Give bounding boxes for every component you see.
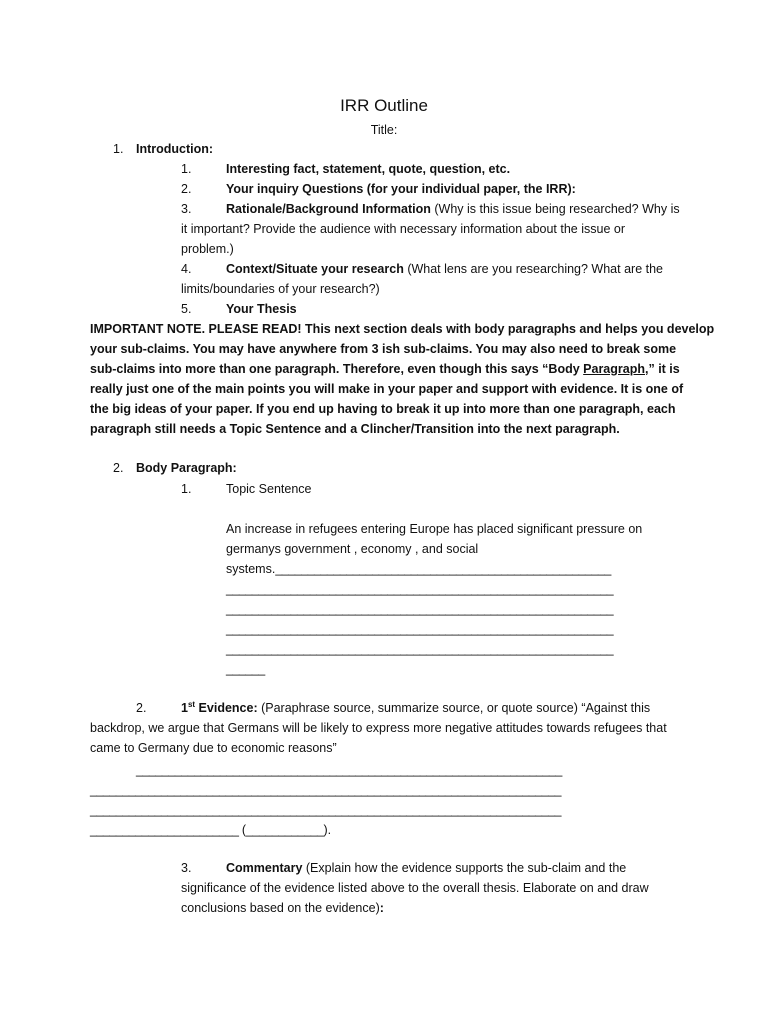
citation-blank: ____________ xyxy=(246,823,324,837)
evidence-label xyxy=(181,701,258,715)
intro-item-label: Interesting fact, statement, quote, question, etc. xyxy=(226,162,511,176)
intro-item-label: Rationale/Background Information xyxy=(226,202,431,216)
intro-item-text: (What lens are you researching? What are the xyxy=(403,262,663,276)
note-line: really just one of the main points you will make in your paper and support with evidence. It is one of xyxy=(90,382,684,396)
evidence-text-line: came to Germany due to economic reasons” xyxy=(90,741,337,755)
commentary-number: 3. xyxy=(181,861,192,875)
topic-sentence-text: systems. xyxy=(226,562,276,576)
blank-line: _______________________ xyxy=(90,823,239,837)
intro-item-text: (Why is this issue being researched? Why is xyxy=(430,202,680,216)
note-line: the big ideas of your paper. If you end up having to break it up into more than one paragraph, each xyxy=(90,402,676,416)
intro-item-label: Context/Situate your research xyxy=(226,262,404,276)
intro-item-number: 4. xyxy=(181,262,192,276)
commentary-label: Commentary xyxy=(226,861,303,875)
note-text: ,” it is xyxy=(645,362,680,376)
intro-item-number: 5. xyxy=(181,302,192,316)
intro-number: 1. xyxy=(113,142,124,156)
intro-item-continuation: limits/boundaries of your research?) xyxy=(181,282,380,296)
topic-label: Topic Sentence xyxy=(226,482,312,496)
commentary-line xyxy=(226,858,626,878)
topic-sentence-line xyxy=(226,559,611,579)
blank-line: ____________________________________________________________ xyxy=(226,582,614,596)
blank-line: ____________________________________________________________ xyxy=(226,622,614,636)
blank-line: ____________________________________________________________ xyxy=(226,602,614,616)
intro-item-number: 2. xyxy=(181,182,192,196)
commentary-text: (Explain how the evidence supports the sub-claim and the xyxy=(302,861,627,875)
body-heading: Body Paragraph: xyxy=(136,461,237,475)
citation-open: ( xyxy=(238,823,247,837)
note-underlined-word: Paragraph xyxy=(583,362,645,376)
blank-line: ____________________________________________________________ xyxy=(226,642,614,656)
intro-item-line xyxy=(226,199,680,219)
commentary-colon: : xyxy=(379,901,384,915)
intro-item-continuation: it important? Provide the audience with necessary information about the issue or xyxy=(181,222,625,236)
intro-item-number: 1. xyxy=(181,162,192,176)
page-title: IRR Outline xyxy=(340,96,428,115)
title-field-label: Title: xyxy=(370,123,398,137)
intro-item-label: Your inquiry Questions (for your individual paper, the IRR): xyxy=(226,182,576,196)
intro-item-label: Your Thesis xyxy=(226,302,297,316)
intro-item-line xyxy=(226,259,663,279)
evidence-ordinal: 1 xyxy=(181,701,188,715)
intro-item-continuation: problem.) xyxy=(181,242,234,256)
topic-sentence-line: An increase in refugees entering Europe has placed significant pressure on xyxy=(226,522,643,536)
topic-sentence-line: germanys government , economy , and social xyxy=(226,542,479,556)
blank-line: __________________________________________________________________ xyxy=(136,763,562,777)
blank-line: _________________________________________________________________________ xyxy=(90,803,561,817)
blank-line: ____________________________________________________ xyxy=(275,562,611,576)
citation-close: ). xyxy=(323,823,332,837)
commentary-text: conclusions based on the evidence) xyxy=(181,901,380,915)
note-line: IMPORTANT NOTE. PLEASE READ! This next section deals with body paragraphs and helps you develop xyxy=(90,322,715,336)
commentary-text-line: significance of the evidence listed above to the overall thesis. Elaborate on and draw xyxy=(181,881,649,895)
note-line: your sub-claims. You may have anywhere from 3 ish sub-claims. You may also need to break some xyxy=(90,342,677,356)
blank-line: _________________________________________________________________________ xyxy=(90,783,561,797)
evidence-label-text: Evidence: xyxy=(195,701,258,715)
note-text: sub-claims into more than one paragraph. Therefore, even though this says “Body xyxy=(90,362,584,376)
intro-heading: Introduction: xyxy=(136,142,214,156)
body-number: 2. xyxy=(113,461,124,475)
note-line xyxy=(90,359,680,379)
note-line: paragraph still needs a Topic Sentence and a Clincher/Transition into the next paragraph. xyxy=(90,422,620,436)
evidence-number: 2. xyxy=(136,701,147,715)
blank-line: ______ xyxy=(226,662,265,676)
evidence-text: (Paraphrase source, summarize source, or quote source) “Against this xyxy=(257,701,651,715)
citation-line xyxy=(90,820,331,840)
commentary-text-line xyxy=(181,898,384,918)
evidence-line xyxy=(181,698,650,718)
evidence-ordinal-suffix: st xyxy=(187,699,196,709)
intro-item-number: 3. xyxy=(181,202,192,216)
evidence-text-line: backdrop, we argue that Germans will be likely to express more negative attitudes towards refugees that xyxy=(90,721,667,735)
topic-number: 1. xyxy=(181,482,192,496)
